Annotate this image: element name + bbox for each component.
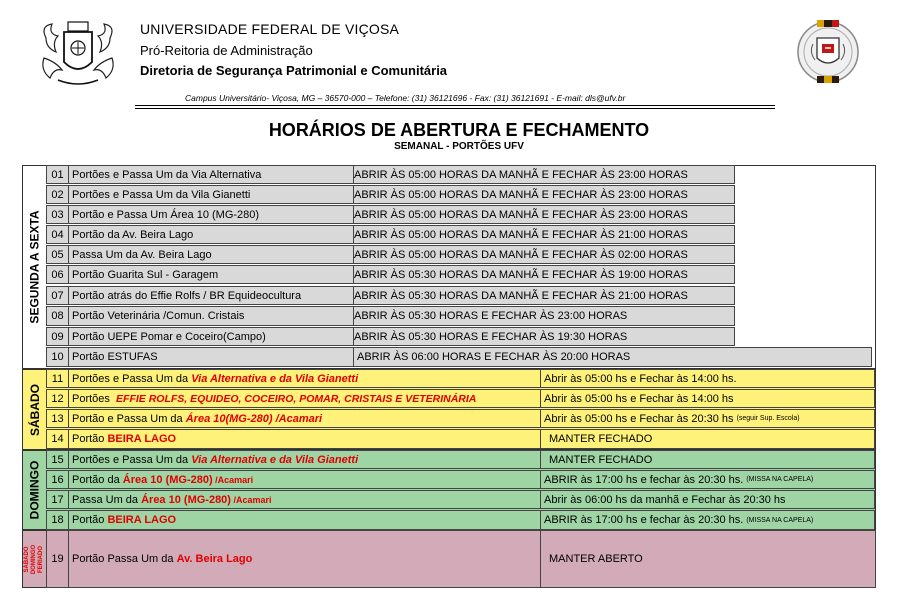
row-number: 17 [47,491,69,508]
weekday-schedule-row [46,225,735,244]
row-number: 09 [47,328,69,345]
row-number: 04 [47,226,69,243]
schedule-text: ABRIR ÀS 05:00 HORAS DA MANHÃ E FECHAR ÀS 23:00 HORAS [354,168,688,181]
schedule-value: MANTER FECHADO [549,433,653,445]
header-divider-2 [135,108,775,109]
gate-description [69,451,541,468]
gate-description-suffix: /Acamari [230,494,272,505]
schedule-value: ABRIR às 17:00 hs e fechar às 20:30 hs. [544,473,744,486]
gate-description-prefix: Portão e Passa Um da [72,412,186,425]
gate-name-highlight: Área 10 (MG-280) [122,473,213,486]
schedule-text: ABRIR ÀS 05:00 HORAS DA MANHÃ E FECHAR ÀS 02:00 HORAS [354,248,688,261]
schedule-text [541,511,874,529]
row-number: 14 [47,430,69,448]
schedule-text: ABRIR ÀS 05:00 HORAS DA MANHÃ E FECHAR ÀS 23:00 HORAS [354,208,688,221]
gate-description: Portão atrás do Effie Rolfs / BR Equideocultura [69,287,354,304]
gate-description: Portões e Passa Um da Via Alternativa [69,166,354,183]
schedule-text: ABRIR ÀS 05:30 HORAS DA MANHÃ E FECHAR ÀS 21:00 HORAS [354,289,688,302]
sunday-schedule-row [46,490,875,509]
gate-description: Portões e Passa Um da Vila Gianetti [69,186,354,203]
weekday-schedule-row [46,347,872,367]
saturday-schedule-row [46,389,875,408]
gate-name-highlight: Via Alternativa e da Vila Gianetti [191,453,359,466]
schedule-text: ABRIR ÀS 05:00 HORAS DA MANHÃ E FECHAR ÀS 23:00 HORAS [354,188,688,201]
schedule-value: Abrir às 05:00 hs e Fechar às 20:30 hs [544,412,734,425]
schedule-value: Abrir às 05:00 hs e Fechar às 14:00 hs [544,392,734,405]
gate-description-prefix: Portão Passa Um da [72,553,177,565]
ufv-coat-of-arms-logo [38,18,118,90]
row-number: 11 [47,370,69,387]
schedule-text: ABRIR ÀS 05:30 HORAS E FECHAR ÀS 23:00 HORAS [354,310,628,322]
gate-name-highlight: BEIRA LAGO [107,514,177,526]
schedule-text [541,491,874,508]
gate-name-highlight: Av. Beira Lago [176,553,253,565]
gate-description-prefix: Portão [72,433,108,445]
weekday-schedule-row [46,185,735,204]
schedule-text [541,410,874,427]
row-number: 15 [47,451,69,468]
row-number: 07 [47,287,69,304]
weekday-group-label: SEGUNDA A SEXTA [27,210,42,324]
gate-description [69,430,541,448]
schedule-note: (seguir Sup. Escola) [736,415,800,422]
gate-description: Portão UEPE Pomar e Coceiro(Campo) [69,328,354,345]
weekday-schedule-row [46,205,735,224]
gate-description [69,410,541,427]
gate-description-prefix: Portões [72,392,117,405]
schedule-value: ABRIR às 17:00 hs e fechar às 20:30 hs. [544,514,744,526]
page-subtitle: SEMANAL - PORTÕES UFV [394,141,524,152]
saturday-schedule-row [46,409,875,428]
schedule-text [541,370,874,387]
sunday-schedule-row [46,510,875,530]
gate-description-prefix: Portões e Passa Um da [72,372,192,385]
gate-description: Passa Um da Av. Beira Lago [69,246,354,263]
row-number: 06 [47,266,69,283]
row-number: 10 [47,348,69,366]
gate-description: Portão ESTUFAS [69,348,354,366]
row-number: 18 [47,511,69,529]
prorector-name: Pró-Reitoria de Administração [140,43,313,58]
schedule-text: MANTER ABERTO [549,553,643,565]
gate-description-suffix: /Acamari [212,474,254,485]
gate-description [69,390,541,407]
gate-description [69,531,541,587]
row-number: 05 [47,246,69,263]
holiday-group-label: SÁBADO DOMINGO FERIADO [24,544,44,574]
saturday-group-label: SÁBADO [27,383,42,436]
schedule-value: MANTER FECHADO [549,453,653,466]
row-number: 16 [47,471,69,488]
gate-name-highlight: BEIRA LAGO [107,433,177,445]
schedule-text [541,471,874,488]
gate-description [69,511,541,529]
row-number: 02 [47,186,69,203]
sunday-group-label: DOMINGO [27,460,42,520]
row-number: 19 [47,531,69,587]
page-title: HORÁRIOS DE ABERTURA E FECHAMENTO [268,120,650,140]
saturday-schedule-row [46,369,875,388]
security-division-badge-logo [795,14,861,90]
schedule-note: (MISSA NA CAPELA) [746,476,814,483]
gate-description: Portão Veterinária /Comun. Cristais [69,307,354,325]
gate-description-prefix: Portão da [72,473,123,486]
schedule-text [541,451,874,468]
gate-description: Portão da Av. Beira Lago [69,226,354,243]
gate-description: Portão e Passa Um Área 10 (MG-280) [69,206,354,223]
sunday-schedule-row [46,470,875,489]
schedule-text [541,430,874,448]
row-number: 08 [47,307,69,325]
gate-description [69,471,541,488]
gate-name-highlight: EFFIE ROLFS, EQUIDEO, COCEIRO, POMAR, CRISTAIS E VETERINÁRIA [116,392,477,405]
gate-description: Portão Guarita Sul - Garagem [69,266,354,283]
gate-description-prefix: Portões e Passa Um da [72,453,192,466]
gate-description-prefix: Passa Um da [72,493,142,506]
weekday-schedule-row [46,165,735,184]
weekday-schedule-row [46,265,735,284]
saturday-schedule-row [46,429,875,449]
header-divider [135,105,775,106]
schedule-text: ABRIR ÀS 06:00 HORAS E FECHAR ÀS 20:00 HORAS [357,351,631,363]
schedule-note: (MISSA NA CAPELA) [746,516,814,524]
weekday-schedule-row [46,286,735,305]
schedule-value: Abrir às 06:00 hs da manhã e Fechar às 20:30 hs [544,493,786,506]
schedule-value: Abrir às 05:00 hs e Fechar às 14:00 hs. [544,372,737,385]
university-name: UNIVERSIDADE FEDERAL DE VIÇOSA [140,21,400,37]
holiday-schedule-row [46,530,876,588]
contact-line: Campus Universitário- Viçosa, MG – 36570-000 – Telefone: (31) 36121696 - Fax: (31) 36121691 - E-mail: dls@ufv.br [185,93,626,103]
directorate-name: Diretoria de Segurança Patrimonial e Comunitária [140,63,448,78]
schedule-text: ABRIR ÀS 05:30 HORAS DA MANHÃ E FECHAR ÀS 19:00 HORAS [354,268,688,281]
weekday-schedule-row [46,306,735,326]
row-number: 01 [47,166,69,183]
weekday-schedule-row [46,245,735,264]
schedule-text [541,390,874,407]
schedule-text: ABRIR ÀS 05:00 HORAS DA MANHÃ E FECHAR ÀS 21:00 HORAS [354,228,688,241]
row-number: 03 [47,206,69,223]
row-number: 13 [47,410,69,427]
gate-description [69,370,541,387]
gate-description [69,491,541,508]
gate-description-prefix: Portão [72,514,108,526]
gate-name-highlight: Área 10 (MG-280) [141,493,231,506]
gate-name-highlight: Via Alternativa e da Vila Gianetti [191,372,359,385]
schedule-text: ABRIR ÀS 05:30 HORAS E FECHAR ÀS 19:30 HORAS [354,330,628,343]
sunday-schedule-row [46,450,875,469]
row-number: 12 [47,390,69,407]
weekday-schedule-row [46,327,735,346]
gate-name-highlight: Área 10(MG-280) /Acamari [185,412,323,425]
